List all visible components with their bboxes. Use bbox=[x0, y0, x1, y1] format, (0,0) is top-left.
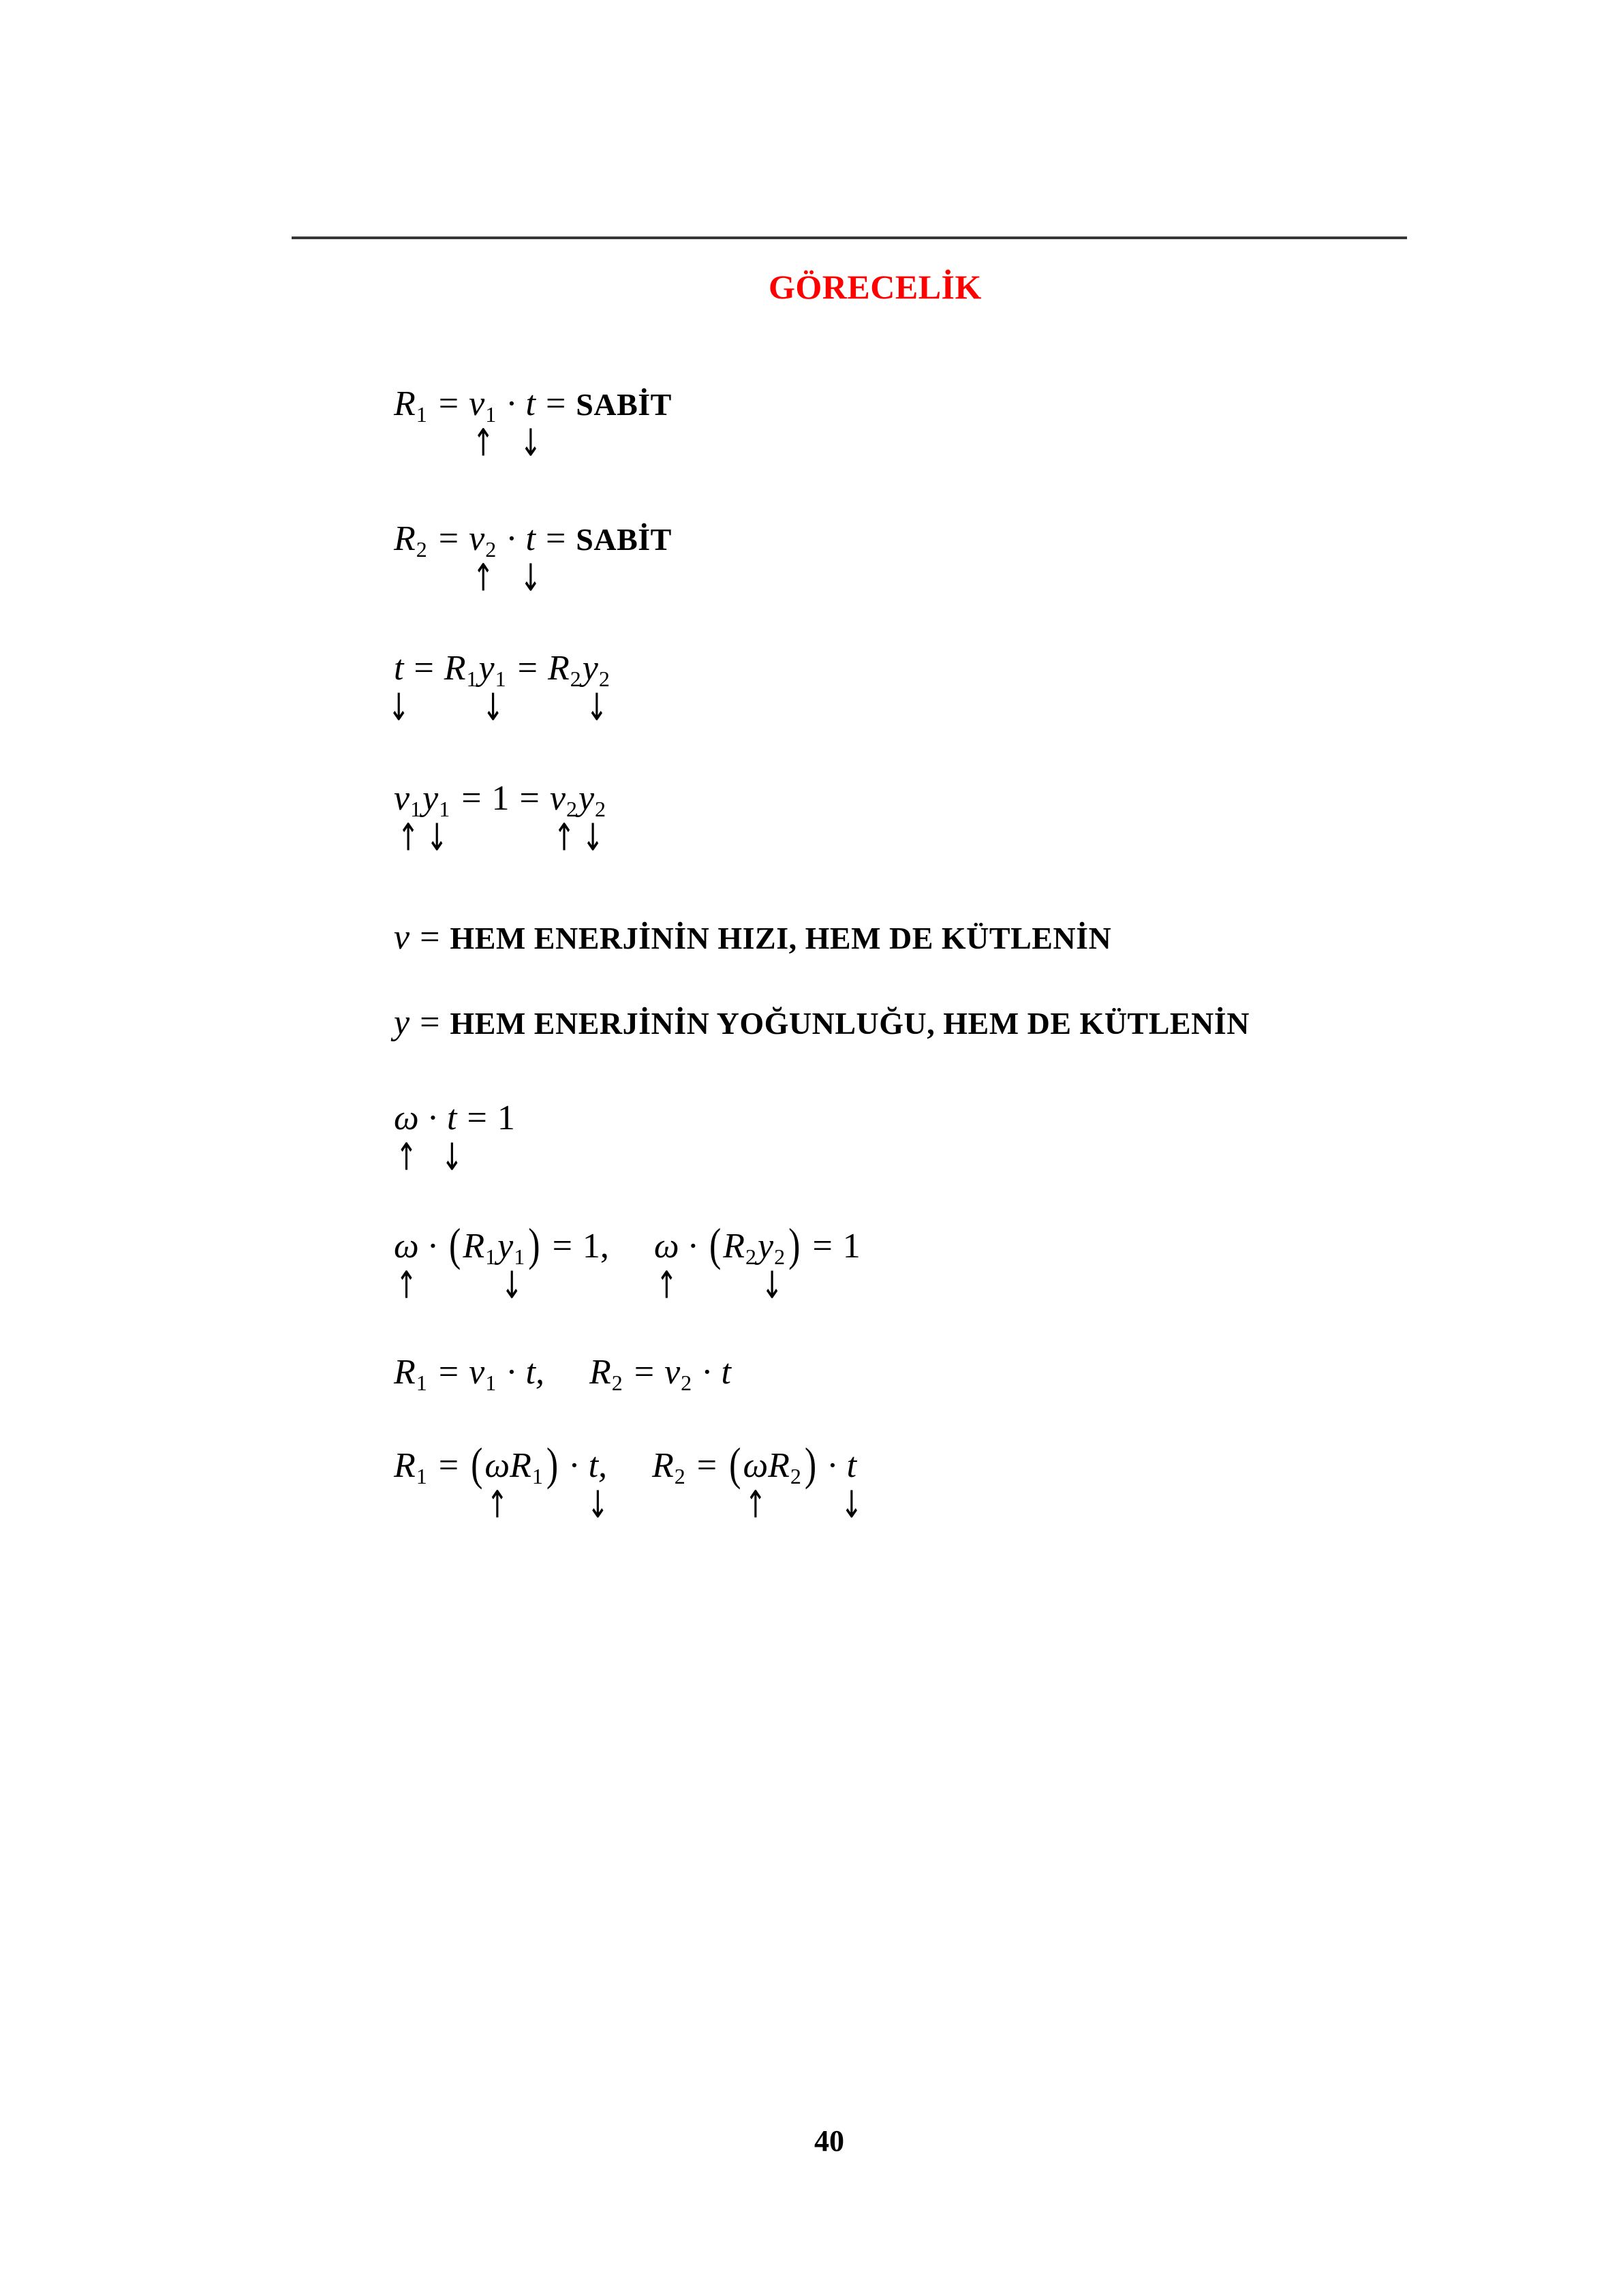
math-token: y bbox=[578, 779, 595, 818]
arrow-up-icon: ↑ bbox=[553, 815, 575, 859]
math-token: = bbox=[461, 779, 482, 818]
math-token: ω ↑ bbox=[484, 1446, 510, 1527]
math-token: = bbox=[414, 649, 434, 688]
arrow-down-icon: ↓ bbox=[426, 815, 448, 859]
math-token: R bbox=[394, 1446, 416, 1485]
math-token: 2 bbox=[790, 1464, 801, 1488]
math-token: 2 bbox=[416, 537, 427, 562]
math-token: R bbox=[723, 1227, 745, 1266]
math-token: = bbox=[438, 384, 459, 423]
math-token: ) bbox=[528, 1220, 540, 1271]
math-token: t ↓ bbox=[519, 384, 542, 465]
math-token: R bbox=[463, 1227, 485, 1266]
math-token: · bbox=[701, 1353, 713, 1392]
arrow-down-icon: ↓ bbox=[388, 685, 410, 729]
math-group bbox=[394, 778, 422, 859]
math-token: 1 bbox=[439, 797, 450, 821]
arrow-down-icon: ↓ bbox=[501, 1263, 523, 1307]
bold-text: HEM ENERJİNİN HIZI, HEM DE KÜTLENİN bbox=[450, 921, 1112, 955]
arrow-down-icon: ↓ bbox=[441, 1135, 463, 1179]
math-group bbox=[422, 778, 451, 859]
math-token: R bbox=[652, 1446, 674, 1485]
math-token: = bbox=[420, 918, 440, 957]
math-token: = bbox=[517, 649, 538, 688]
math-token: 2 bbox=[485, 537, 497, 562]
math-token: 1 bbox=[416, 1464, 427, 1488]
math-token: 2 bbox=[681, 1371, 692, 1395]
math-token: R bbox=[510, 1446, 531, 1485]
equation-v1y1-1-v2y2 bbox=[394, 778, 607, 859]
math-token: ( bbox=[449, 1220, 461, 1271]
math-group bbox=[469, 519, 497, 600]
math-token: · bbox=[427, 1227, 439, 1266]
math-token: 1 bbox=[466, 667, 478, 691]
math-group bbox=[582, 648, 611, 729]
arrow-down-icon: ↓ bbox=[585, 685, 608, 729]
math-token: ) bbox=[788, 1220, 801, 1271]
math-token: 1 bbox=[491, 779, 510, 818]
math-token: 2 bbox=[611, 1371, 623, 1395]
math-token: t bbox=[721, 1353, 731, 1392]
equation-omega-r1y1-omega-r2y2 bbox=[394, 1220, 861, 1307]
math-token: 1 bbox=[531, 1464, 543, 1488]
math-token: y bbox=[422, 779, 439, 818]
page-title: GÖRECELİK bbox=[769, 268, 982, 306]
math-group bbox=[549, 778, 578, 859]
math-token: · bbox=[427, 1099, 439, 1137]
math-token: R bbox=[394, 519, 416, 558]
math-token: v bbox=[469, 1353, 485, 1392]
math-token: 2 bbox=[566, 797, 577, 821]
math-token: t, ↓ bbox=[587, 1446, 609, 1527]
math-token: y bbox=[497, 1227, 514, 1266]
arrow-up-icon: ↑ bbox=[655, 1263, 678, 1307]
math-token: = bbox=[438, 519, 459, 558]
math-token: = bbox=[438, 1446, 459, 1485]
page-number: 40 bbox=[814, 2124, 844, 2158]
math-token: ω ↑ bbox=[743, 1446, 769, 1527]
math-token: = bbox=[519, 779, 540, 818]
arrow-down-icon: ↓ bbox=[761, 1263, 783, 1307]
math-token: 2 bbox=[745, 1244, 757, 1269]
math-token: = bbox=[420, 1003, 440, 1042]
math-token: ω ↑ bbox=[653, 1227, 679, 1307]
math-token: · bbox=[687, 1227, 699, 1266]
math-token: R bbox=[394, 384, 416, 423]
math-token: 1 bbox=[416, 402, 427, 427]
math-token: 2 bbox=[674, 1464, 685, 1488]
math-token: ) bbox=[804, 1439, 817, 1490]
arrow-up-icon: ↑ bbox=[744, 1482, 767, 1527]
math-token: ω ↑ bbox=[394, 1099, 419, 1179]
math-token: ( bbox=[471, 1439, 483, 1490]
arrow-up-icon: ↑ bbox=[395, 1135, 418, 1179]
math-token: R bbox=[589, 1353, 611, 1392]
arrow-down-icon: ↓ bbox=[582, 815, 604, 859]
math-token: v bbox=[394, 779, 410, 818]
math-token: · bbox=[826, 1446, 839, 1485]
math-token: t ↓ bbox=[519, 519, 542, 600]
equation-r1-sabit bbox=[394, 384, 672, 465]
math-token: ( bbox=[729, 1439, 741, 1490]
math-token: = bbox=[696, 1446, 717, 1485]
math-token: 2 bbox=[595, 797, 606, 821]
bold-text: SABİT bbox=[576, 522, 672, 557]
math-token: 2 bbox=[774, 1244, 786, 1269]
math-token: y bbox=[478, 649, 495, 688]
math-token: R bbox=[768, 1446, 790, 1485]
math-token: = bbox=[812, 1227, 833, 1266]
math-token: · bbox=[506, 1353, 518, 1392]
math-group bbox=[469, 384, 497, 465]
math-token: v bbox=[664, 1353, 681, 1392]
equation-r1-omegaR1-t-r2-omegaR2-t bbox=[394, 1439, 863, 1527]
math-token: 1 bbox=[842, 1227, 861, 1266]
math-token: = bbox=[545, 519, 566, 558]
bold-text: SABİT bbox=[576, 387, 672, 422]
arrow-down-icon: ↓ bbox=[519, 555, 542, 600]
math-token: R bbox=[547, 649, 570, 688]
arrow-up-icon: ↑ bbox=[395, 1263, 418, 1307]
math-token: 1 bbox=[514, 1244, 525, 1269]
definition-v bbox=[394, 917, 1111, 958]
math-token: = bbox=[467, 1099, 487, 1137]
math-token: y bbox=[758, 1227, 774, 1266]
definition-y bbox=[394, 1002, 1250, 1043]
math-token: 1 bbox=[410, 797, 422, 821]
math-group bbox=[478, 648, 508, 729]
math-token: · bbox=[568, 1446, 581, 1485]
bold-text: HEM ENERJİNİN YOĞUNLUĞU, HEM DE KÜTLENİN bbox=[450, 1006, 1250, 1041]
math-token: t ↓ bbox=[441, 1099, 463, 1179]
math-token: t ↓ bbox=[388, 649, 410, 729]
math-token: R bbox=[444, 649, 466, 688]
arrow-up-icon: ↑ bbox=[486, 1482, 508, 1527]
math-token: 1 bbox=[497, 1099, 515, 1137]
math-token: 1, bbox=[582, 1227, 609, 1266]
math-token: 1 bbox=[485, 1371, 497, 1395]
header-rule bbox=[292, 236, 1407, 239]
math-token: v bbox=[469, 384, 485, 423]
arrow-down-icon: ↓ bbox=[587, 1482, 609, 1527]
math-token: v bbox=[549, 779, 566, 818]
math-token: R bbox=[394, 1353, 416, 1392]
math-token: = bbox=[552, 1227, 572, 1266]
math-token: v bbox=[394, 918, 410, 957]
math-group bbox=[578, 778, 607, 859]
math-token: 2 bbox=[570, 667, 581, 691]
equation-t-r1y1-r2y2 bbox=[388, 648, 611, 729]
arrow-up-icon: ↑ bbox=[397, 815, 419, 859]
arrow-down-icon: ↓ bbox=[482, 685, 504, 729]
math-token: t ↓ bbox=[840, 1446, 863, 1527]
math-token: 1 bbox=[485, 1244, 497, 1269]
math-group bbox=[758, 1226, 786, 1307]
math-token: 1 bbox=[416, 1371, 427, 1395]
math-token: ω ↑ bbox=[394, 1227, 419, 1307]
math-token: 1 bbox=[485, 402, 497, 427]
arrow-up-icon: ↑ bbox=[472, 555, 495, 600]
math-token: = bbox=[438, 1353, 459, 1392]
arrow-down-icon: ↓ bbox=[840, 1482, 863, 1527]
math-token: 1 bbox=[495, 667, 506, 691]
math-token: t, bbox=[525, 1353, 544, 1392]
math-token: ) bbox=[546, 1439, 559, 1490]
math-token: v bbox=[469, 519, 485, 558]
math-token: y bbox=[582, 649, 598, 688]
arrow-up-icon: ↑ bbox=[472, 420, 495, 465]
math-token: y bbox=[394, 1003, 410, 1042]
math-token: ( bbox=[709, 1220, 722, 1271]
math-token: · bbox=[506, 519, 518, 558]
math-token: · bbox=[506, 384, 518, 423]
math-group bbox=[497, 1226, 526, 1307]
math-token: = bbox=[634, 1353, 655, 1392]
equation-omega-t-1 bbox=[394, 1098, 515, 1179]
math-token: 2 bbox=[598, 667, 610, 691]
equation-r1-v1t-r2-v2t bbox=[394, 1352, 731, 1396]
math-token: = bbox=[545, 384, 566, 423]
equation-r2-sabit bbox=[394, 519, 672, 600]
arrow-down-icon: ↓ bbox=[519, 420, 542, 465]
